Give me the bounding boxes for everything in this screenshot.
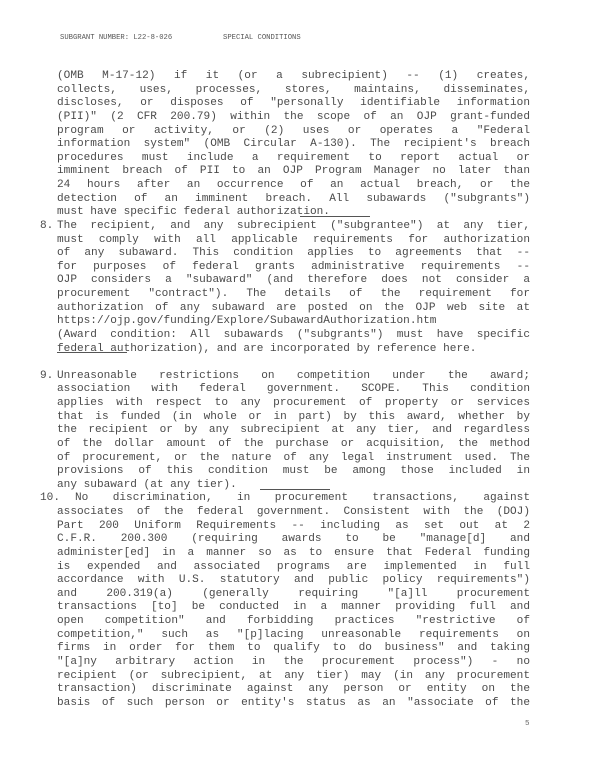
line-text: (PII)" (2 CFR 200.79) within the scope of an OJP grant-funded — [57, 110, 530, 123]
line-text: transactions [to] be conducted in a manner providing full and — [57, 601, 530, 614]
condition-10-line — [40, 492, 530, 506]
line-text: must have specific federal authorization. — [57, 206, 330, 219]
condition-10-line — [40, 642, 530, 656]
header-title: SPECIAL CONDITIONS — [223, 34, 301, 42]
line-text: firms in order for them to qualify to do business" and taking — [57, 642, 530, 655]
line-text: applies with respect to any procurement of property or services — [57, 397, 530, 409]
line-text: collects, uses, processes, stores, maintains, disseminates, — [57, 83, 530, 96]
condition-10-line — [40, 547, 530, 561]
condition-7-line — [40, 179, 530, 193]
condition-7-line — [40, 138, 530, 152]
condition-10-line — [40, 670, 530, 684]
line-text: must comply with all applicable requirements for authorization — [57, 233, 530, 246]
line-text: detection of an imminent breach. All subawards ("subgrants") — [57, 192, 530, 205]
condition-9-line — [40, 438, 530, 452]
condition-10-line — [40, 601, 530, 615]
condition-10-line — [40, 588, 530, 602]
condition-8-line — [40, 343, 530, 357]
condition-10-line — [40, 629, 530, 643]
page-number: 5 — [525, 720, 530, 728]
line-text: competition," such as "[p]lacing unreasonable requirements on — [57, 628, 530, 641]
condition-7-line — [40, 152, 530, 166]
line-text: "[a]ny arbitrary action in the procurement process") - no — [57, 655, 530, 668]
condition-7-line — [40, 193, 530, 207]
condition-9-line — [40, 465, 530, 479]
line-text: open competition" and forbidding practices "restrictive of — [57, 615, 530, 627]
initials-blank[interactable] — [260, 479, 330, 490]
initials-blank[interactable] — [57, 352, 127, 353]
condition-10-line — [40, 574, 530, 588]
condition-9-line — [40, 424, 530, 438]
condition-10-line — [40, 561, 530, 575]
line-text: administer[ed] in a manner so as to ensure that Federal funding — [57, 546, 530, 559]
line-text: of procurement, or the nature of any legal instrument used. The — [57, 451, 530, 464]
line-text: accordance with U.S. statutory and public policy requirements") — [57, 574, 530, 587]
line-text: (OMB M-17-12) if it (or a subrecipient) -- (1) creates, — [57, 70, 530, 82]
condition-7-line — [40, 70, 530, 84]
line-text: https://ojp.gov/funding/Explore/SubawardAuthorization.htm — [57, 315, 437, 328]
line-text: any subaward (at any tier). — [57, 478, 237, 491]
condition-8-line — [40, 274, 530, 288]
line-text: procurement "contract"). The details of the requirement for — [57, 288, 530, 300]
condition-8-line — [40, 261, 530, 275]
line-text: the recipient or by any subrecipient at any tier, and regardless — [57, 424, 530, 437]
item-number: 9. — [40, 369, 54, 382]
condition-7-line — [40, 111, 530, 125]
condition-10-line — [40, 533, 530, 547]
condition-7-line — [40, 97, 530, 111]
line-text: and 200.319(a) (generally requiring "[a]ll procurement — [57, 587, 530, 600]
line-text: OJP considers a "subaward" (and therefore does not consider a — [57, 274, 530, 287]
line-text: (Award condition: All subawards ("subgrants") must have specific — [57, 328, 530, 341]
condition-9-line — [40, 452, 530, 466]
document-body — [40, 70, 530, 710]
subgrant-number: SUBGRANT NUMBER: L22-8-026 — [60, 34, 173, 42]
line-text: that is funded (in whole or in part) by this award, whether by — [57, 410, 530, 423]
line-text: of the dollar amount of the purchase or acquisition, the method — [57, 437, 530, 450]
line-text: 24 hours after an occurrence of an actual breach, or the — [57, 179, 530, 191]
line-text: discloses, or disposes of "personally identifiable information — [57, 97, 530, 110]
condition-10-line — [40, 615, 530, 629]
line-text: for purposes of federal grants administrative requirements -- — [57, 260, 530, 273]
condition-9-line — [40, 370, 530, 384]
line-text: imminent breach of PII to an OJP Program Manager no later than — [57, 165, 530, 178]
line-text: program or activity, or (2) uses or operates a "Federal — [57, 124, 530, 137]
condition-8-line — [40, 302, 530, 316]
line-text: No discrimination, in procurement transactions, against — [75, 492, 530, 505]
condition-9-line — [40, 383, 530, 397]
line-text: association with federal government. SCOPE. This condition — [57, 383, 530, 396]
page-header — [60, 34, 301, 66]
condition-9-line — [40, 479, 530, 493]
line-text: provisions of this condition must be among those included in — [57, 465, 530, 478]
line-text: C.F.R. 200.300 (requiring awards to be "manage[d] and — [57, 533, 530, 546]
line-text: of any subaward. This condition applies to agreements that -- — [57, 247, 530, 260]
condition-10-line — [40, 697, 530, 711]
line-text: basis of such person or entity's status as an "associate of the — [57, 696, 530, 709]
line-text: transaction) discriminate against any person or entity on the — [57, 683, 530, 696]
condition-8-line — [40, 247, 530, 261]
condition-8-line — [40, 234, 530, 248]
condition-8-line — [40, 220, 530, 234]
condition-7-line — [40, 125, 530, 139]
line-text: federal authorization), and are incorporated by reference here. — [57, 342, 477, 355]
condition-9-line — [40, 397, 530, 411]
condition-10-line — [40, 683, 530, 697]
condition-10-line — [40, 520, 530, 534]
line-text: information system" (OMB Circular A-130). The recipient's breach — [57, 138, 530, 151]
condition-7-line — [40, 165, 530, 179]
condition-9-line — [40, 411, 530, 425]
initials-blank[interactable] — [300, 206, 370, 217]
condition-10-line — [40, 506, 530, 520]
item-number: 8. — [40, 219, 54, 232]
line-text: Part 200 Uniform Requirements -- including as set out at 2 — [57, 519, 530, 532]
condition-10-line — [40, 656, 530, 670]
line-text: is expended and associated programs are implemented in full — [57, 560, 530, 573]
line-text: recipient (or subrecipient, at any tier) may (in any procurement — [57, 669, 530, 682]
condition-8-line — [40, 329, 530, 343]
line-text: The recipient, and any subrecipient ("subgrantee") at any tier, — [57, 219, 530, 232]
line-text: procedures must include a requirement to report actual or — [57, 151, 530, 164]
item-number: 10. — [40, 492, 60, 505]
line-text: authorization of any subaward are posted on the OJP web site at — [57, 301, 530, 314]
condition-8-line — [40, 288, 530, 302]
condition-7-line — [40, 84, 530, 98]
condition-8-blank-line — [40, 356, 530, 370]
condition-8-line — [40, 315, 530, 329]
condition-7-line — [40, 206, 530, 220]
line-text: Unreasonable restrictions on competition under the award; — [57, 369, 530, 382]
line-text: associates of the federal government. Consistent with the (DOJ) — [57, 506, 530, 518]
